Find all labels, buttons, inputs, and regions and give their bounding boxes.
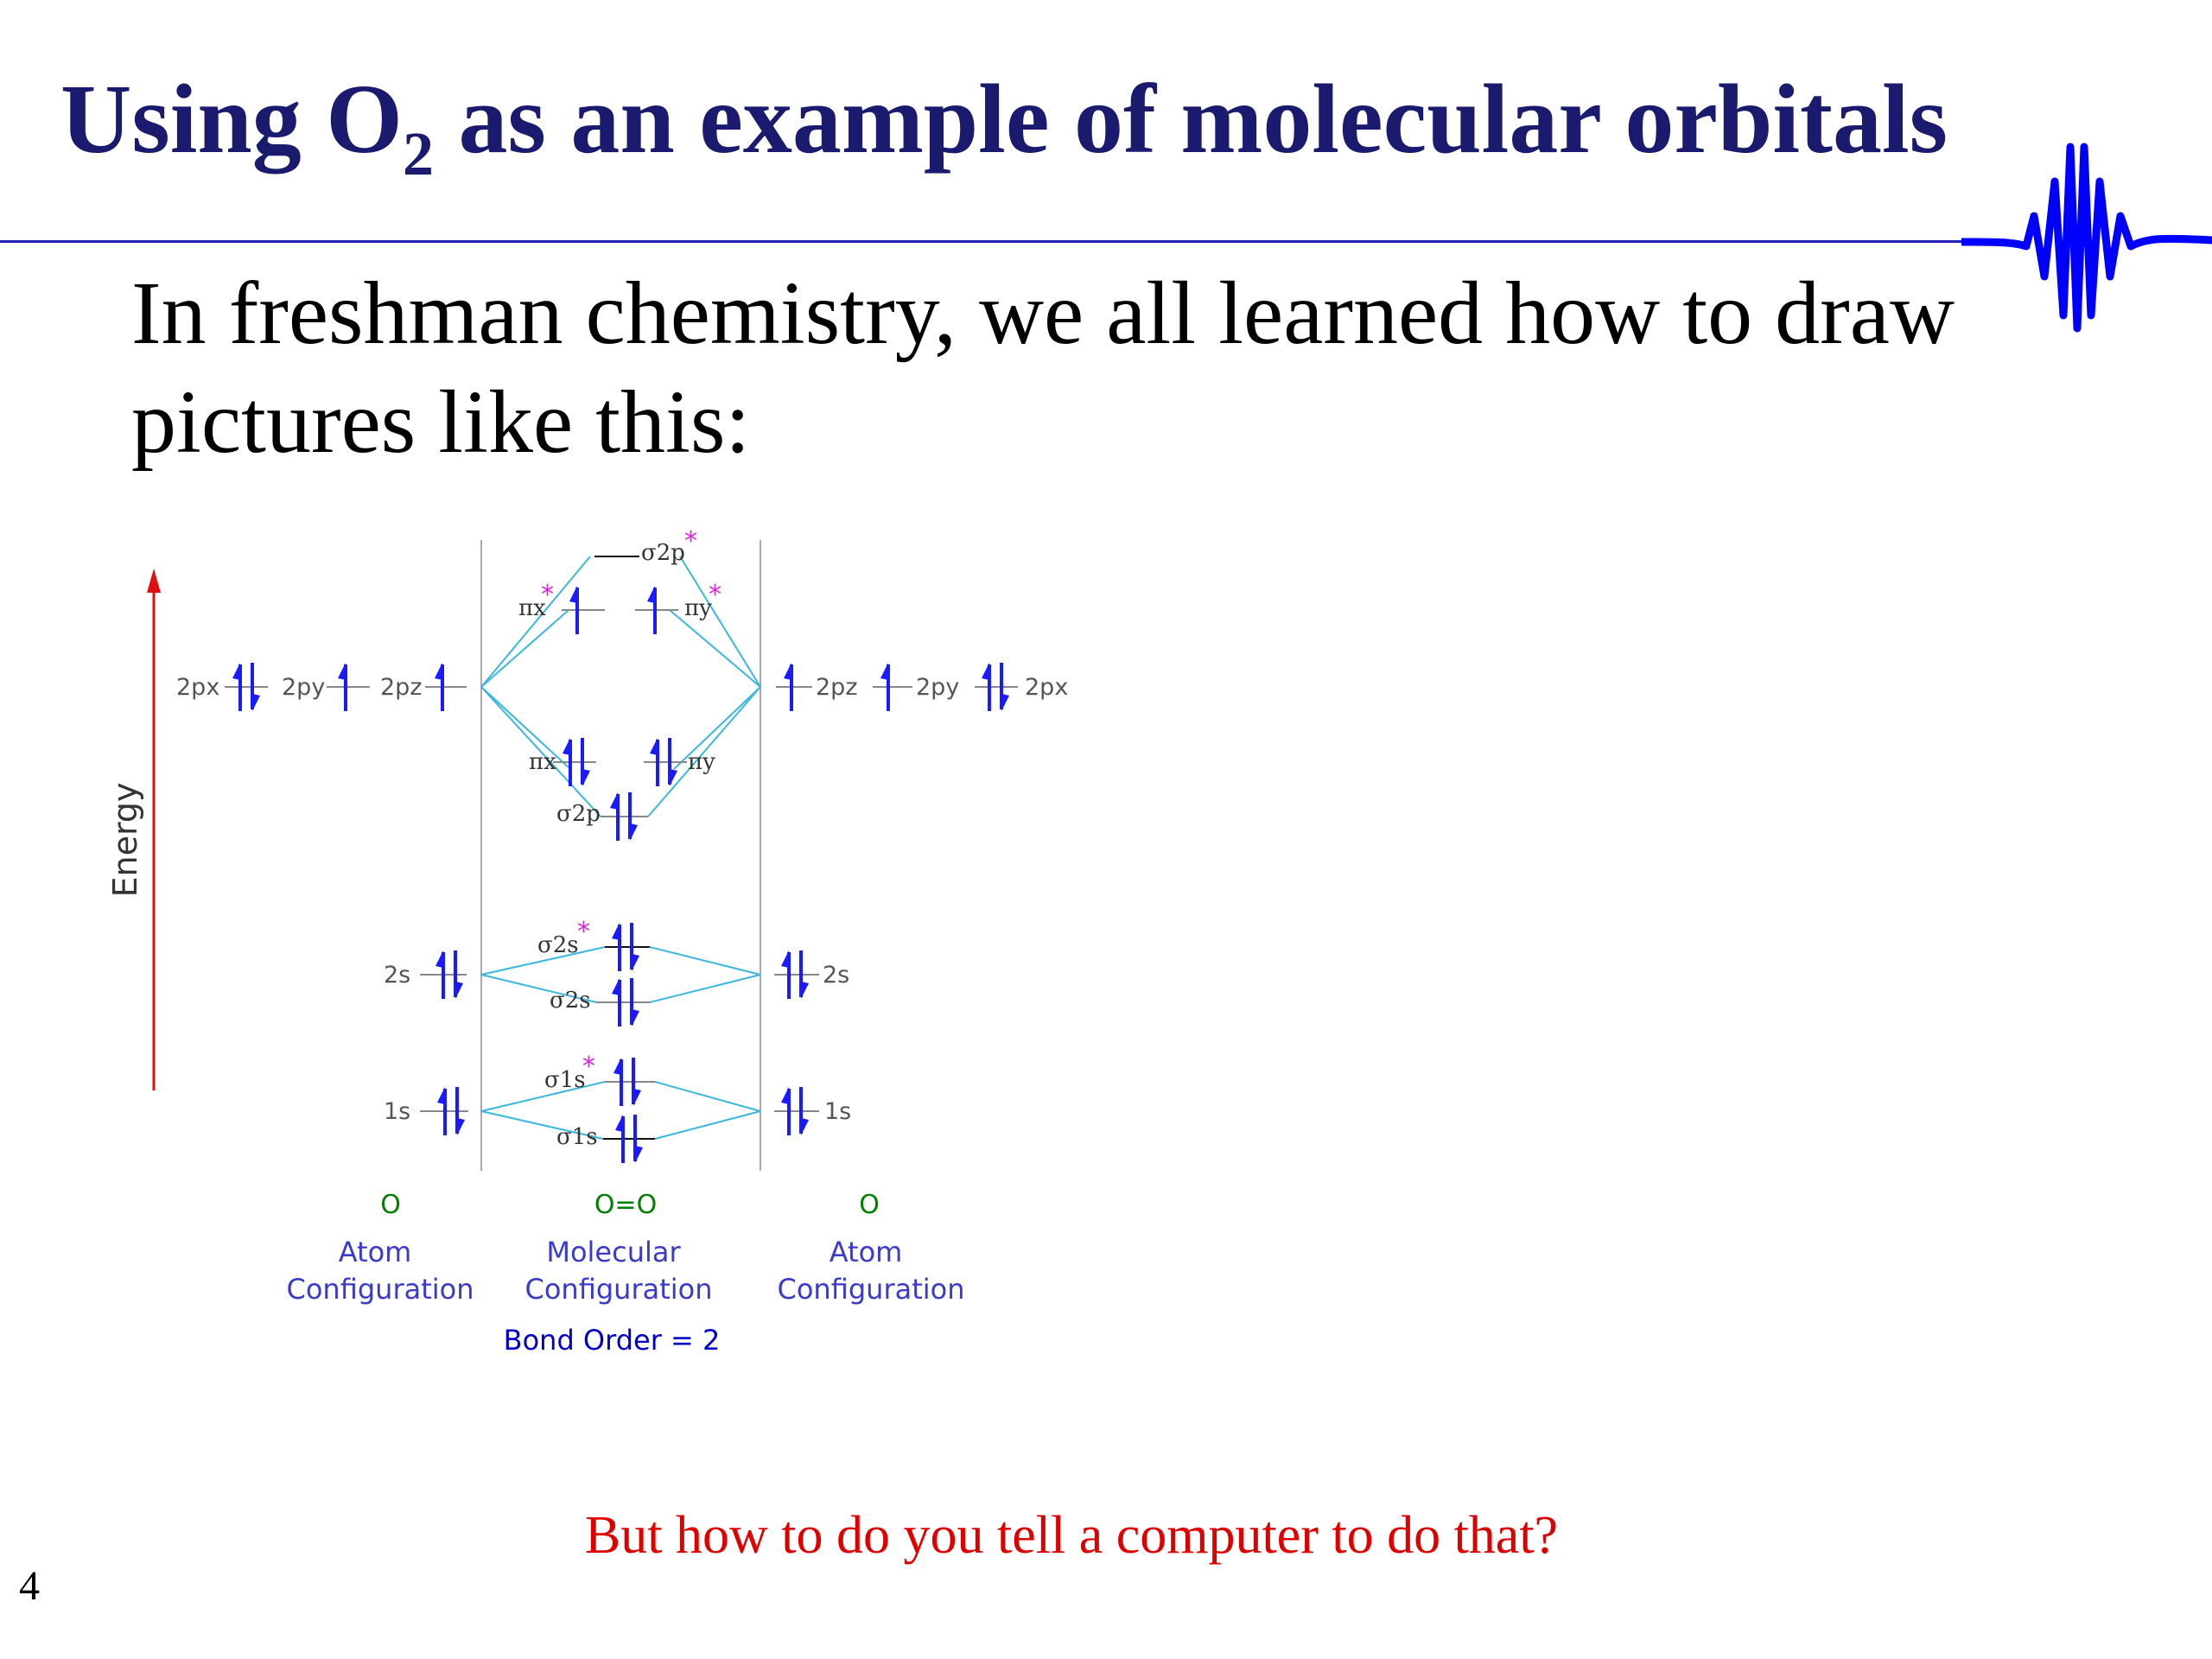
- svg-text:πy: πy: [684, 595, 712, 621]
- svg-text:*: *: [709, 580, 721, 610]
- svg-text:σ2p: σ2p: [641, 540, 685, 566]
- molecule-caption-line1: Molecular: [546, 1236, 681, 1268]
- left-1s-level: [384, 1087, 468, 1135]
- svg-text:2pz: 2pz: [380, 674, 423, 701]
- page-number: 4: [19, 1563, 40, 1609]
- svg-text:*: *: [684, 526, 697, 556]
- svg-text:*: *: [541, 580, 554, 610]
- sigma2p-star-orbital: [594, 526, 697, 566]
- right-2pz-level: [776, 663, 858, 711]
- left-2pz-level: [380, 663, 467, 711]
- title-divider: [0, 240, 1987, 243]
- left-2px-level: [176, 663, 268, 711]
- right-2py-level: [873, 663, 959, 711]
- sigma2s-star-orbital: [537, 917, 650, 971]
- slide-title: Using $O_2$ as an example of molecular orbitals: [60, 64, 1948, 188]
- svg-text:2px: 2px: [1025, 674, 1069, 701]
- left-2py-level: [282, 663, 370, 711]
- orbital-connectors: [481, 556, 760, 1139]
- right-atom-formula: O: [859, 1190, 880, 1220]
- left-atom-caption-line1: Atom: [338, 1236, 412, 1268]
- svg-text:2py: 2py: [282, 674, 326, 701]
- svg-text:2pz: 2pz: [816, 674, 858, 701]
- molecule-formula: O=O: [594, 1190, 658, 1220]
- svg-text:1s: 1s: [824, 1098, 852, 1125]
- molecule-caption-line2: Configuration: [524, 1273, 713, 1306]
- svg-text:σ2p: σ2p: [556, 801, 601, 827]
- bond-order-label: Bond Order = 2: [503, 1324, 721, 1357]
- right-2px-level: [975, 663, 1068, 711]
- piy-star-orbital: [635, 580, 721, 634]
- svg-text:2s: 2s: [384, 962, 411, 988]
- o2-molecular-orbital-diagram: [0, 518, 1123, 1382]
- svg-text:σ2s: σ2s: [537, 932, 579, 958]
- svg-text:πy: πy: [688, 749, 715, 775]
- svg-text:1s: 1s: [384, 1098, 411, 1125]
- svg-text:*: *: [582, 1052, 595, 1082]
- sigma2s-bonding-orbital: [550, 978, 650, 1027]
- sigma1s-bonding-orbital: [556, 1115, 655, 1163]
- svg-text:2s: 2s: [823, 962, 850, 988]
- right-2s-level: [774, 950, 849, 999]
- svg-text:πx: πx: [518, 595, 546, 621]
- left-atom-formula: O: [380, 1190, 401, 1220]
- footer-question: But how to do you tell a computer to do that?: [584, 1506, 1559, 1565]
- svg-text:σ2s: σ2s: [550, 988, 591, 1014]
- svg-text:πx: πx: [529, 749, 556, 775]
- svg-text:*: *: [577, 917, 590, 947]
- energy-axis-label: Energy: [106, 782, 144, 898]
- right-atom-caption-line2: Configuration: [777, 1273, 965, 1306]
- left-2s-level: [384, 950, 467, 999]
- sigma1s-star-orbital: [544, 1052, 655, 1106]
- right-atom-caption-line1: Atom: [829, 1236, 903, 1268]
- svg-text:2px: 2px: [176, 674, 220, 701]
- pix-bonding-orbital: [529, 738, 596, 786]
- left-atom-caption-line2: Configuration: [286, 1273, 474, 1306]
- svg-text:2py: 2py: [916, 674, 960, 701]
- intro-text: In freshman chemistry, we all learned how to draw pictures like this:: [131, 264, 1955, 472]
- sigma2p-bonding-orbital: [556, 792, 648, 841]
- svg-text:σ1s: σ1s: [556, 1124, 598, 1150]
- right-1s-level: [774, 1087, 851, 1135]
- svg-text:σ1s: σ1s: [544, 1067, 586, 1093]
- energy-axis: [147, 569, 161, 1090]
